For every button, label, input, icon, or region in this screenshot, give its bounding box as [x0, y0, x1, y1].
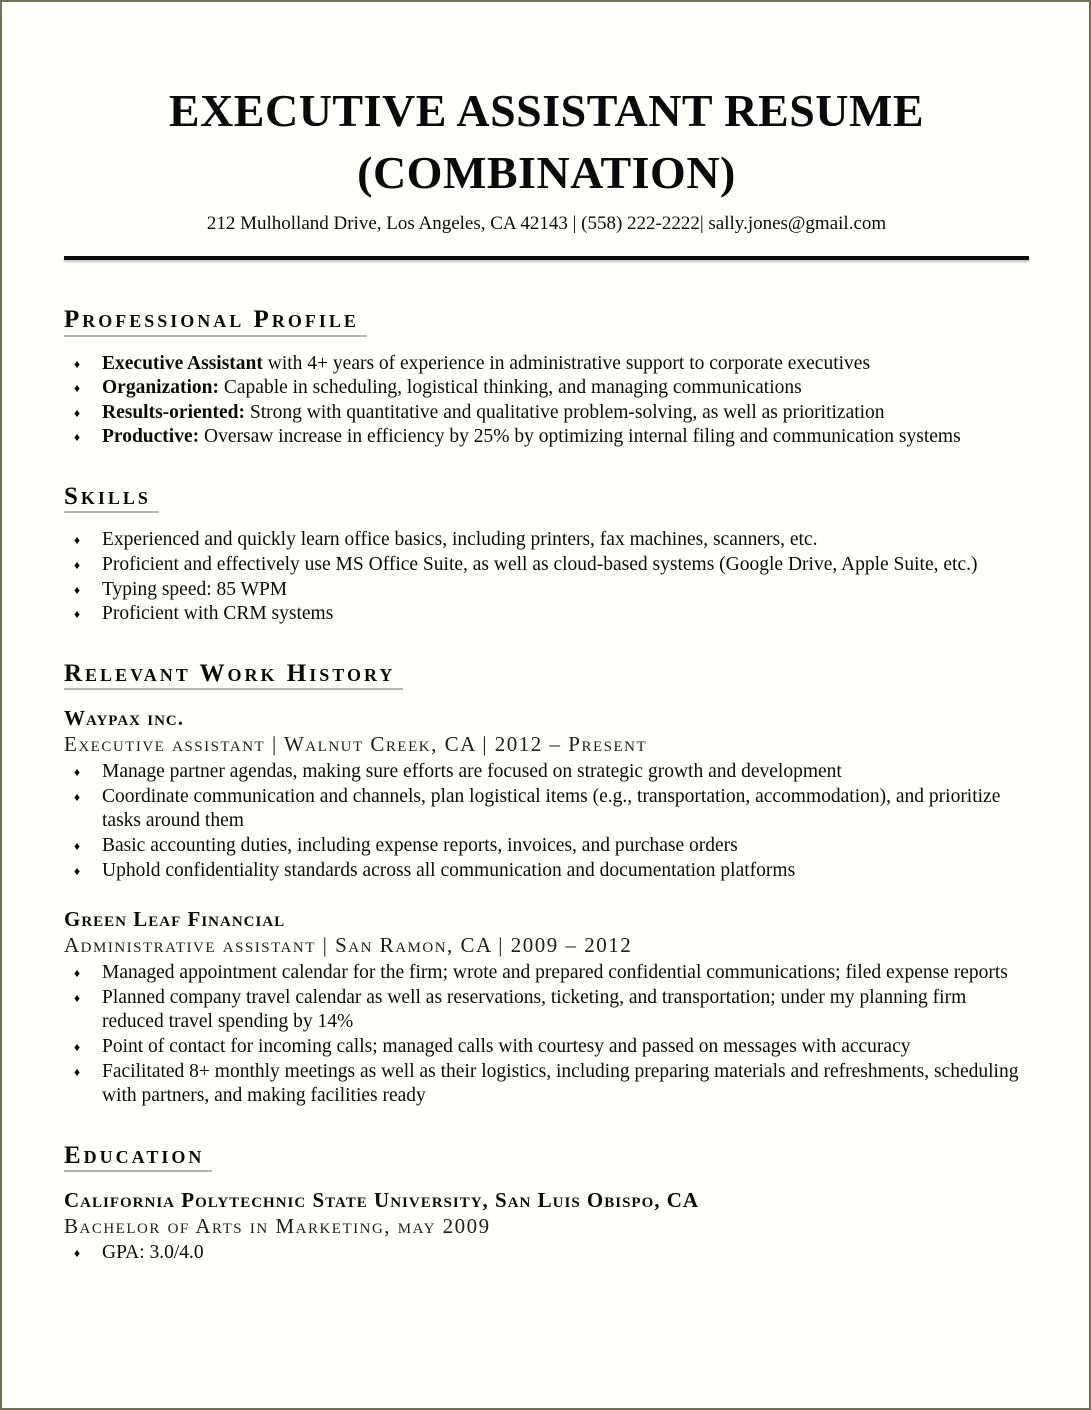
- diamond-bullet-icon: ♦: [74, 557, 81, 572]
- list-item: [74, 961, 1029, 986]
- work-history-heading: Relevant Work History: [64, 660, 403, 691]
- skills-heading: Skills: [64, 483, 159, 514]
- list-item: [74, 425, 1029, 450]
- job-duties-list: [64, 760, 1029, 883]
- diamond-bullet-icon: ♦: [74, 990, 81, 1005]
- diamond-bullet-icon: ♦: [74, 381, 81, 396]
- diamond-bullet-icon: ♦: [74, 607, 81, 622]
- diamond-bullet-icon: ♦: [74, 533, 81, 548]
- resume-header: [64, 80, 1029, 260]
- title-line-1: EXECUTIVE ASSISTANT RESUME: [168, 85, 925, 136]
- diamond-bullet-icon: ♦: [74, 1064, 81, 1079]
- list-item: [74, 528, 1029, 553]
- diamond-bullet-icon: ♦: [74, 765, 81, 780]
- list-item: [74, 760, 1029, 785]
- education-heading: Education: [64, 1142, 212, 1173]
- diamond-bullet-icon: ♦: [74, 863, 81, 878]
- bullet-text: Uphold confidentiality standards across all communication and documentation platforms: [102, 859, 796, 881]
- bullet-text: Experienced and quickly learn office basics, including printers, fax machines, scanners, etc.: [102, 529, 818, 551]
- bullet-text: Proficient with CRM systems: [102, 603, 334, 625]
- list-item: [74, 553, 1029, 578]
- bullet-text: Oversaw increase in efficiency by 25% by optimizing internal filing and communication systems: [199, 426, 961, 448]
- bullet-text: Coordinate communication and channels, plan logistical items (e.g., transportation, accommodation), and prioritize tasks around them: [102, 785, 1001, 832]
- list-item: [74, 376, 1029, 401]
- list-item: [74, 986, 1029, 1035]
- bullet-text: Manage partner agendas, making sure efforts are focused on strategic growth and development: [102, 761, 842, 783]
- list-item: [74, 578, 1029, 603]
- position-line: Executive assistant | Walnut Creek, CA | 2012 – Present: [64, 732, 648, 757]
- education-list: [64, 1241, 1029, 1266]
- job-duties-list: [64, 961, 1029, 1109]
- contact-line: 212 Mulholland Drive, Los Angeles, CA 42143 | (558) 222-2222| sally.jones@gmail.com: [206, 213, 887, 234]
- list-item: [74, 1241, 1029, 1266]
- bullet-text: GPA: 3.0/4.0: [102, 1242, 204, 1264]
- diamond-bullet-icon: ♦: [74, 1040, 81, 1054]
- list-item: [74, 859, 1029, 884]
- list-item: [74, 785, 1029, 834]
- diamond-bullet-icon: ♦: [74, 405, 81, 420]
- diamond-bullet-icon: ♦: [74, 582, 81, 597]
- job-green-leaf: [64, 906, 1029, 1109]
- section-professional-profile: [64, 306, 1029, 450]
- list-item: [74, 1060, 1029, 1109]
- job-waypax: [64, 705, 1029, 883]
- list-item: [74, 352, 1029, 377]
- diamond-bullet-icon: ♦: [74, 789, 81, 804]
- bullet-lead: Executive Assistant: [102, 352, 263, 374]
- bullet-lead: Productive:: [102, 426, 200, 448]
- resume-page: [2, 2, 1089, 1266]
- list-item: [74, 1035, 1029, 1060]
- diamond-bullet-icon: ♦: [74, 966, 81, 981]
- degree-line: Bachelor of Arts in Marketing, may 2009: [64, 1214, 491, 1239]
- section-skills: [64, 483, 1029, 627]
- skills-list: [64, 528, 1029, 626]
- bullet-text: Strong with quantitative and qualitative problem-solving, as well as prioritization: [244, 401, 885, 423]
- bullet-text: Planned company travel calendar as well as reservations, ticketing, and transportation; under my planning firm reduced travel spending by 14%: [102, 986, 967, 1033]
- bullet-text: Proficient and effectively use MS Office Suite, as well as cloud-based systems (Google Drive, Apple Suite, etc.): [102, 553, 978, 575]
- bullet-text: with 4+ years of experience in administrative support to corporate executives: [262, 352, 871, 374]
- professional-profile-list: [64, 352, 1029, 450]
- list-item: [74, 834, 1029, 859]
- company-name: Waypax inc.: [64, 706, 185, 731]
- bullet-text: Capable in scheduling, logistical thinking, and managing communications: [219, 377, 802, 399]
- header-divider-rule: [64, 256, 1029, 260]
- section-education: [64, 1142, 1029, 1266]
- bullet-text: Basic accounting duties, including expense reports, invoices, and purchase orders: [102, 835, 738, 857]
- bullet-lead: Results-oriented:: [102, 401, 245, 423]
- position-line: Administrative assistant | San Ramon, CA | 2009 – 2012: [64, 933, 633, 958]
- title-line-2: (COMBINATION): [357, 147, 736, 198]
- bullet-text: Typing speed: 85 WPM: [102, 578, 288, 600]
- page-title: [64, 80, 1029, 204]
- bullet-text: Facilitated 8+ monthly meetings as well as their logistics, including preparing materials and refreshments, scheduling with partners, and making facilities ready: [102, 1060, 1019, 1107]
- bullet-lead: Organization:: [102, 377, 219, 399]
- school-name: California Polytechnic State University, San Luis Obispo, CA: [64, 1188, 700, 1213]
- bullet-text: Managed appointment calendar for the firm; wrote and prepared confidential communications; filed expense reports: [102, 962, 1008, 984]
- professional-profile-heading: Professional Profile: [64, 306, 367, 337]
- diamond-bullet-icon: ♦: [74, 356, 81, 371]
- diamond-bullet-icon: ♦: [74, 839, 81, 854]
- diamond-bullet-icon: ♦: [74, 1246, 81, 1261]
- bullet-text: Point of contact for incoming calls; managed calls with courtesy and passed on messages with accuracy: [102, 1036, 911, 1057]
- company-name: Green Leaf Financial: [64, 907, 286, 932]
- section-work-history: [64, 660, 1029, 1109]
- list-item: [74, 602, 1029, 627]
- list-item: [74, 401, 1029, 426]
- education-entry: [64, 1187, 1029, 1266]
- diamond-bullet-icon: ♦: [74, 430, 81, 445]
